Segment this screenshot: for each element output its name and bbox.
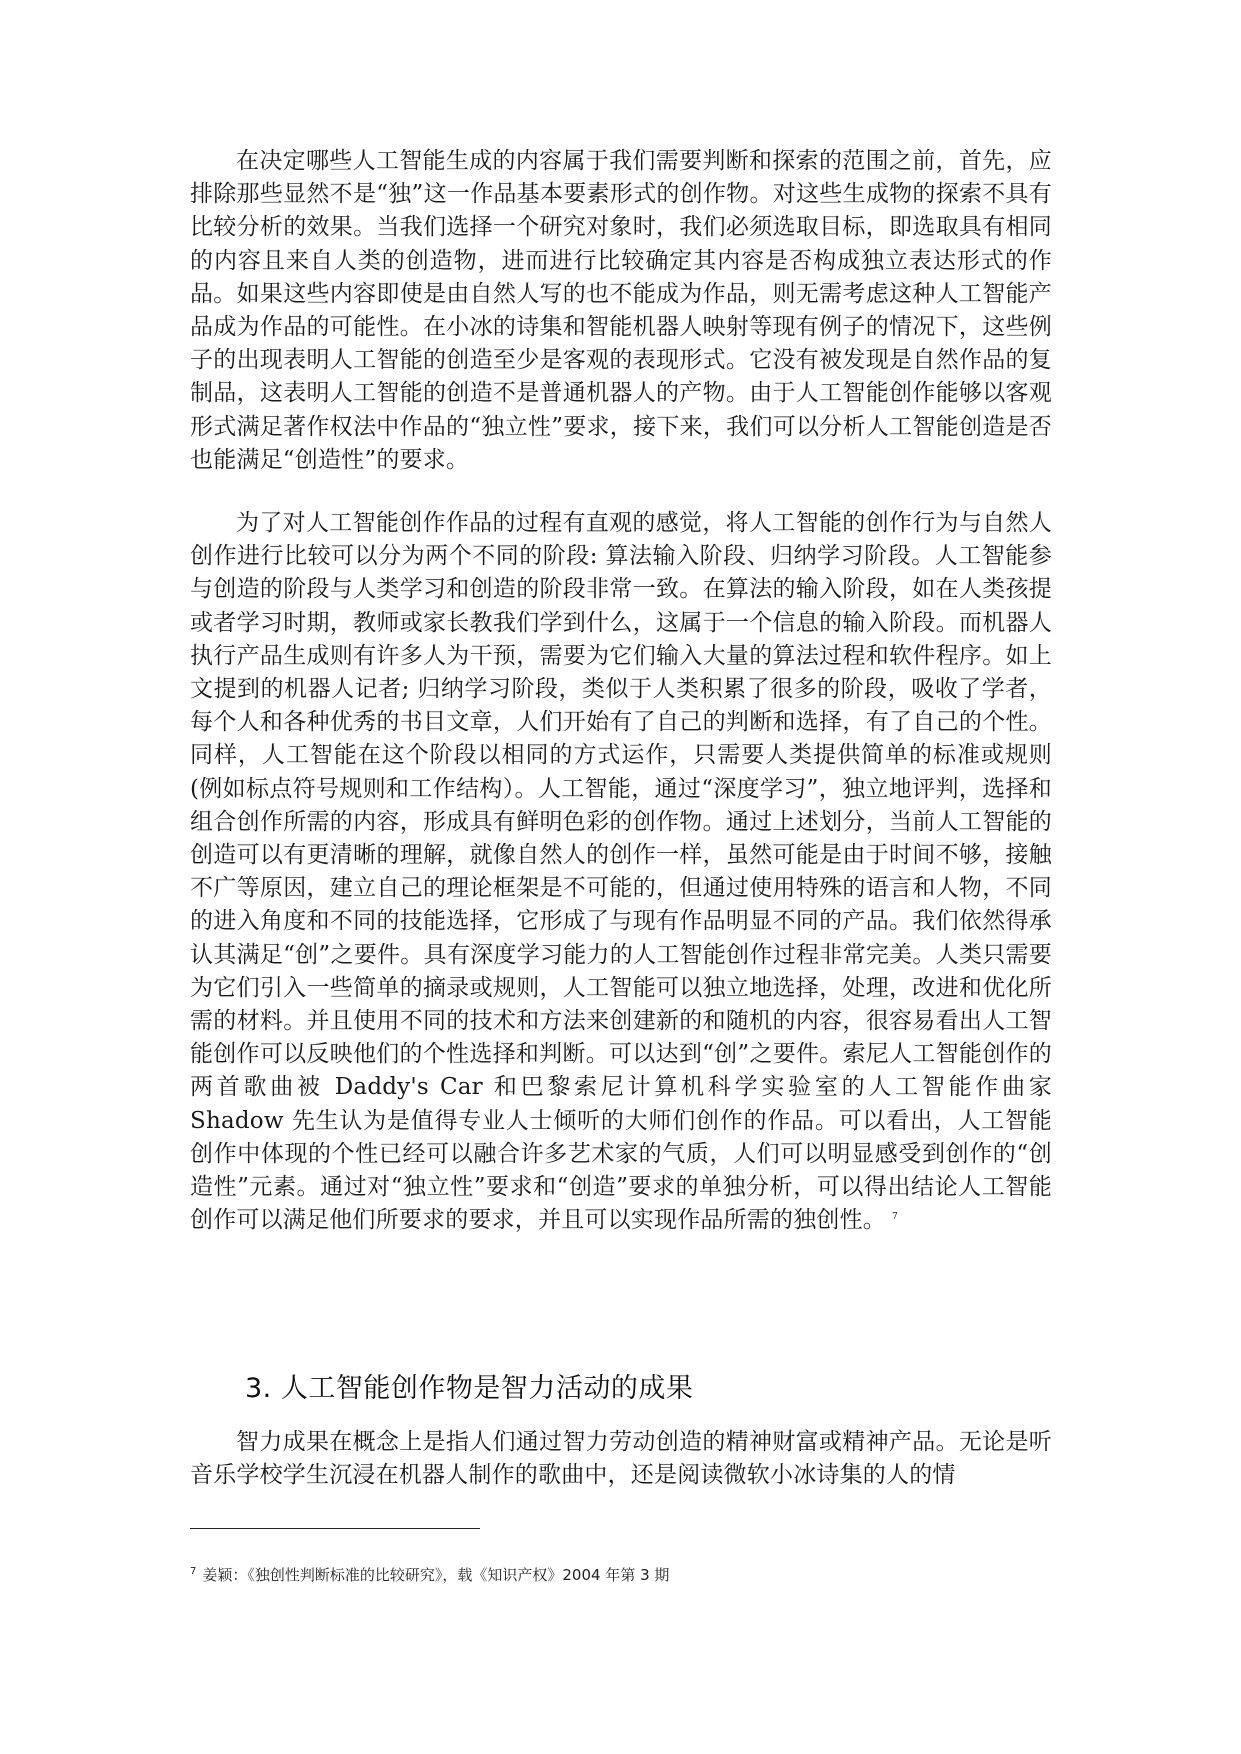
footnote-divider [190, 1528, 480, 1529]
paragraph-text: 在决定哪些人工智能生成的内容属于我们需要判断和探索的范围之前，首先，应排除那些显然不是“独”这一作品基本要素形式的创作物。对这些生成物的探索不具有比较分析的效果。当我们选择一个研究对象时，我们必须选取目标，即选取具有相同的内容且来自人类的创造物，进而进行比较确定其内容是否构成独立表达形式的作品。如果这些内容即使是由自然人写的也不能成为作品，则无需考虑这种人工智能产品成为作品的可能性。在小冰的诗集和智能机器人映射等现有例子的情况下，这些例子的出现表明人工智能的创造至少是客观的表现形式。它没有被发现是自然作品的复制品，这表明人工智能的创造不是普通机器人的产物。由于人工智能创作能够以客观形式满足著作权法中作品的“独立性”要求，接下来，我们可以分析人工智能创造是否也能满足“创造性”的要求。 [190, 148, 1052, 473]
footnote-reference[interactable]: 7 [892, 1211, 898, 1222]
body-paragraph-1 [190, 145, 1052, 477]
paragraph-text: 为了对人工智能创作作品的过程有直观的感觉，将人工智能的创作行为与自然人创作进行比较可以分为两个不同的阶段: 算法输入阶段、归纳学习阶段。人工智能参与创造的阶段与人类学习和创造的阶段非常一致。在算法的输入阶段，如在人类孩提或者学习时期，教师或家长教我们学到什么，这属于一个信息的输入阶段。而机器人执行产品生成则有许多人为干预，需要为它们输入大量的算法过程和软件程序。如上文提到的机器人记者; 归纳学习阶段，类似于人类积累了很多的阶段，吸收了学者，每个人和各种优秀的书目文章，人们开始有了自己的判断和选择，有了自己的个性。同样，人工智能在这个阶段以相同的方式运作，只需要人类提供简单的标准或规则(例如标点符号规则和工作结构）。人工智能，通过“深度学习”，独立地评判，选择和组合创作所需的内容，形成具有鲜明色彩的创作物。通过上述划分，当前人工智能的创造可以有更清晰的理解，就像自然人的创作一样，虽然可能是由于时间不够，接触不广等原因，建立自己的理论框架是不可能的，但通过使用特殊的语言和人物，不同的进入角度和不同的技能选择，它形成了与现有作品明显不同的产品。我们依然得承认其满足“创”之要件。具有深度学习能力的人工智能创作过程非常完美。人类只需要为它们引入一些简单的摘录或规则，人工智能可以独立地选择，处理，改进和优化所需的材料。并且使用不同的技术和方法来创建新的和随机的内容，很容易看出人工智能创作可以反映他们的个性选择和判断。可以达到“创”之要件。索尼人工智能创作的两首歌曲被 Daddy's Car 和巴黎索尼计算机科学实验室的人工智能作曲家 Shadow 先生认为是值得专业人士倾听的大师们创作的作品。可以看出，人工智能创作中体现的个性已经可以融合许多艺术家的气质，人们可以明显感受到创作的“创造性”元素。通过对“独立性”要求和“创造”要求的单独分析，可以得出结论人工智能创作可以满足他们所要求的要求，并且可以实现作品所需的独创性。 [190, 510, 1052, 1234]
footnote [190, 1564, 669, 1585]
footnote-text: 姜颖：《独创性判断标准的比较研究》，载《知识产权》2004 年第 3 期 [202, 1566, 670, 1584]
section-heading: 3. 人工智能创作物是智力活动的成果 [245, 1373, 694, 1404]
footnote-number: 7 [190, 1566, 197, 1577]
paragraph-text: 智力成果在概念上是指人们通过智力劳动创造的精神财富或精神产品。无论是听音乐学校学生沉浸在机器人制作的歌曲中，还是阅读微软小冰诗集的人的情 [190, 1429, 1052, 1489]
body-paragraph-3 [190, 1426, 1052, 1492]
body-paragraph-2 [190, 507, 1052, 1237]
